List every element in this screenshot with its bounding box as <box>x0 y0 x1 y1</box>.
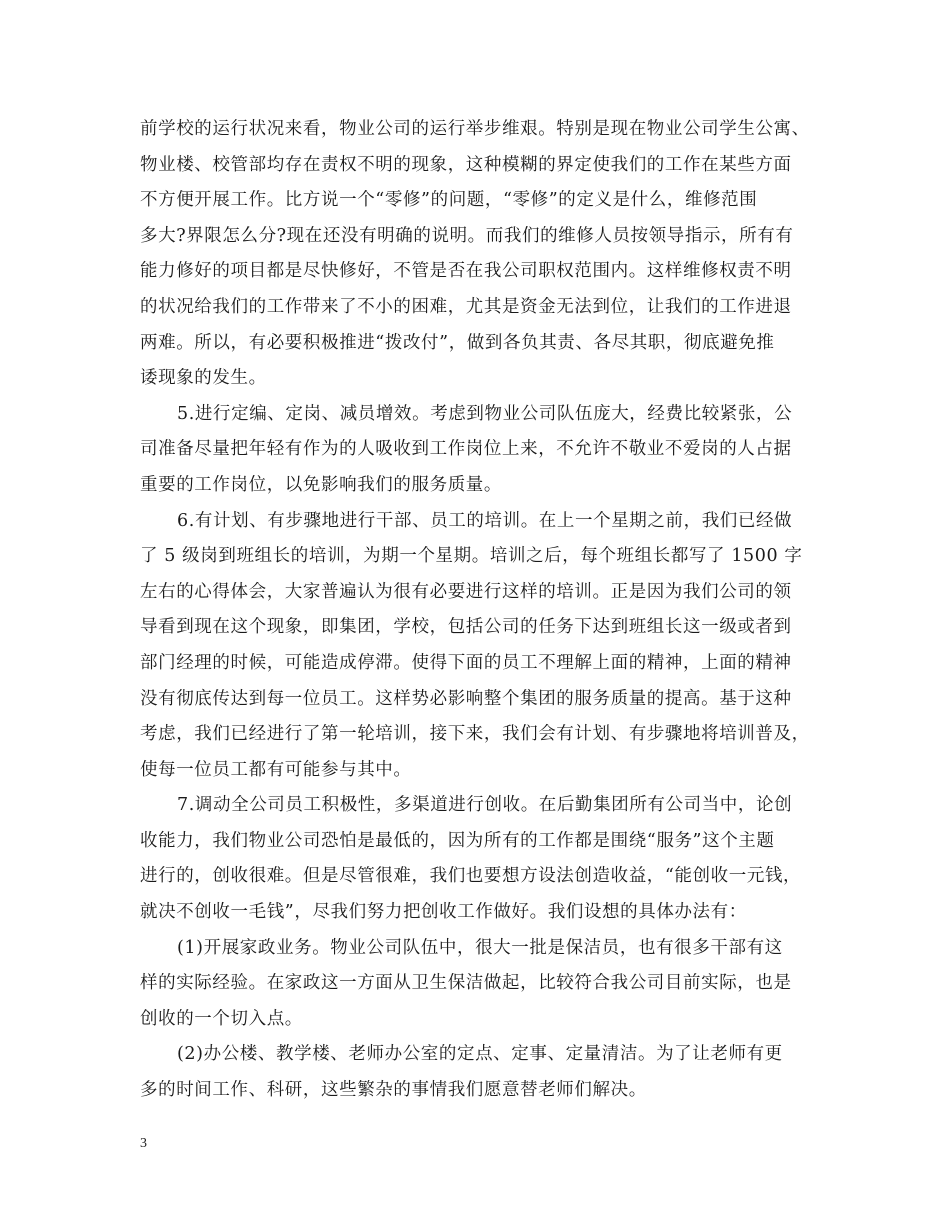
text-line: 诿现象的发生。 <box>140 368 267 389</box>
text-line: 样的实际经验。在家政这一方面从卫生保洁做起，比较符合我公司目前实际，也是 <box>140 973 792 994</box>
text-line: 多的时间工作、科研，这些繁杂的事情我们愿意替老师们解决。 <box>140 1080 647 1101</box>
text-line: 进行的，创收很难。但是尽管很难，我们也要想方设法创造收益，“能创收一元钱， <box>140 866 802 887</box>
text-line: 部门经理的时候，可能造成停滞。使得下面的员工不理解上面的精神，上面的精神 <box>140 652 792 673</box>
text-line: 使每一位员工都有可能参与其中。 <box>140 759 412 780</box>
text-line: 前学校的运行状况来看，物业公司的运行举步维艰。特别是现在物业公司学生公寓、 <box>140 119 810 139</box>
text-line: 创收的一个切入点。 <box>140 1008 303 1029</box>
paragraph-start-line: 6.有计划、有步骤地进行干部、员工的培训。在上一个星期之前，我们已经做 <box>177 510 793 531</box>
text-line: 两难。所以，有必要积极推进“拨改付”，做到各负其责、各尽其职，彻底避免推 <box>140 332 775 353</box>
paragraph-start-line: 7.调动全公司员工积极性，多渠道进行创收。在后勤集团所有公司当中，论创 <box>177 795 793 816</box>
paragraph-start-line: (2)办公楼、教学楼、老师办公室的定点、定事、定量清洁。为了让老师有更 <box>177 1044 783 1065</box>
text-line: 没有彻底传达到每一位员工。这样势必影响整个集团的服务质量的提高。基于这种 <box>140 688 792 709</box>
text-line: 重要的工作岗位，以免影响我们的服务质量。 <box>140 474 502 495</box>
text-line: 左右的心得体会，大家普遍认为很有必要进行这样的培训。正是因为我们公司的领 <box>140 581 792 602</box>
document-body <box>140 112 815 1109</box>
text-line: 司准备尽量把年轻有作为的人吸收到工作岗位上来，不允许不敬业不爱岗的人占据 <box>140 439 792 460</box>
text-line: 收能力，我们物业公司恐怕是最低的，因为所有的工作都是围绕“服务”这个主题 <box>140 830 775 851</box>
text-line: 的状况给我们的工作带来了不小的困难，尤其是资金无法到位，让我们的工作进退 <box>140 296 792 317</box>
text-line: 能力修好的项目都是尽快修好，不管是否在我公司职权范围内。这样维修权责不明 <box>140 261 792 282</box>
text-line: 不方便开展工作。比方说一个“零修”的问题，“零修”的定义是什么，维修范围 <box>140 190 758 211</box>
text-line: 考虑，我们已经进行了第一轮培训，接下来，我们会有计划、有步骤地将培训普及， <box>140 724 810 745</box>
text-line: 了 5 级岗到班组长的培训，为期一个星期。培训之后，每个班组长都写了 1500 字 <box>140 546 803 567</box>
paragraph-start-line: (1)开展家政业务。物业公司队伍中，很大一批是保洁员，也有很多干部有这 <box>177 937 783 958</box>
page-number: 3 <box>140 1136 147 1151</box>
text-line: 导看到现在这个现象，即集团，学校，包括公司的任务下达到班组长这一级或者到 <box>140 617 792 638</box>
text-line: 物业楼、校管部均存在责权不明的现象，这种模糊的界定使我们的工作在某些方面 <box>140 154 792 175</box>
paragraph-start-line: 5.进行定编、定岗、减员增效。考虑到物业公司队伍庞大，经费比较紧张，公 <box>177 403 793 424</box>
text-line: 就决不创收一毛钱”，尽我们努力把创收工作做好。我们设想的具体办法有： <box>140 902 747 923</box>
text-line: 多大?界限怎么分?现在还没有明确的说明。而我们的维修人员按领导指示，所有有 <box>140 225 794 246</box>
